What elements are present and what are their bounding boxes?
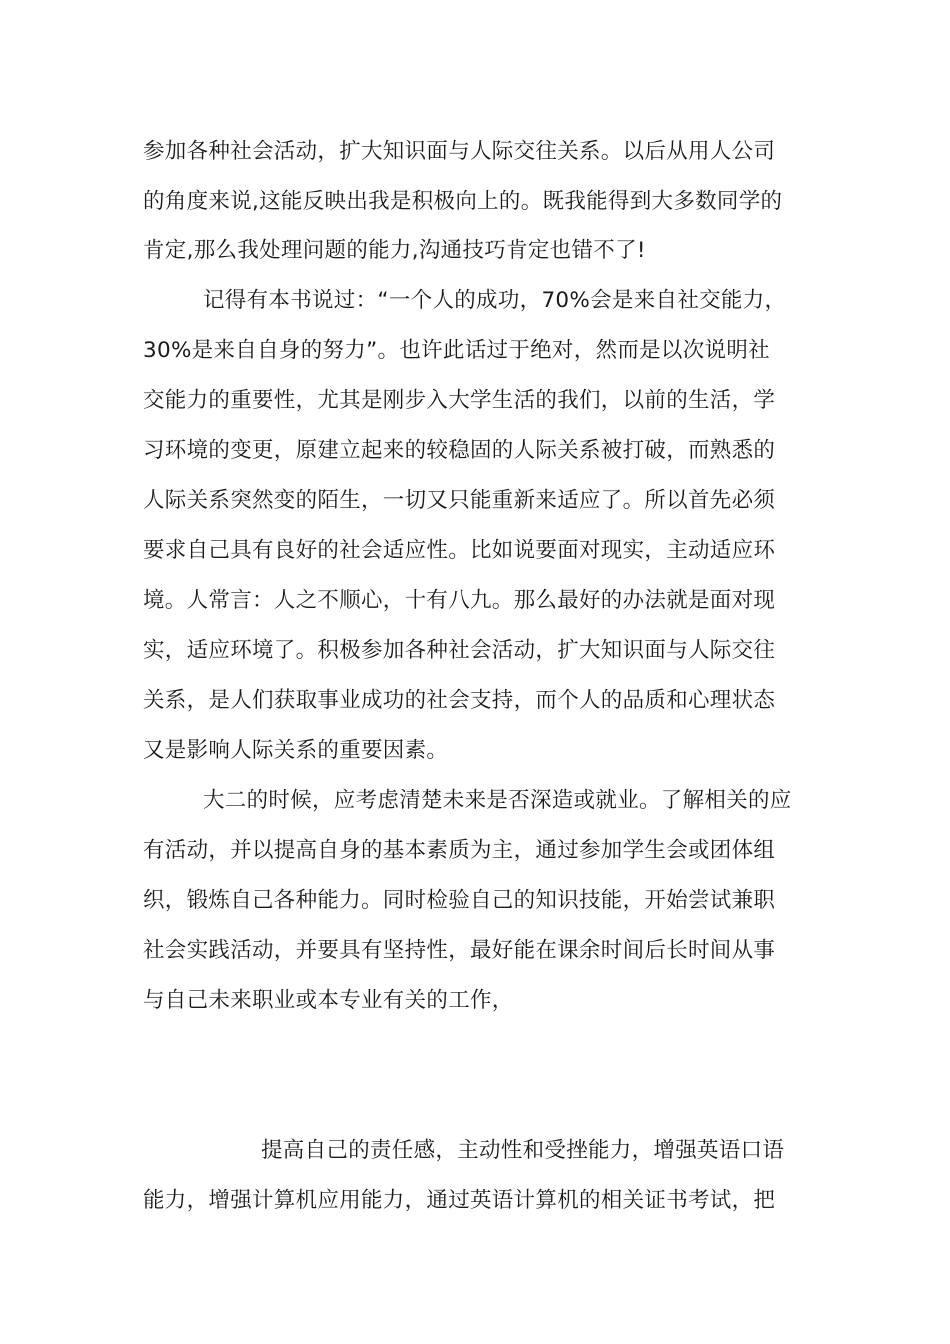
- text-line: 关系，是人们获取事业成功的社会支持，而个人的品质和心理状态: [143, 688, 776, 713]
- text-line: 实，适应环境了。积极参加各种社会活动，扩大知识面与人际交往: [143, 638, 776, 663]
- text-line: 习环境的变更，原建立起来的较稳固的人际关系被打破，而熟悉的: [143, 438, 776, 463]
- text-line: 交能力的重要性，尤其是刚步入大学生活的我们，以前的生活，学: [143, 388, 776, 413]
- text-line: 肯定,那么我处理问题的能力,沟通技巧肯定也错不了!: [143, 238, 646, 263]
- text-line: 能力，增强计算机应用能力，通过英语计算机的相关证书考试，把: [143, 1188, 776, 1213]
- text-line: 参加各种社会活动，扩大知识面与人际交往关系。以后从用人公司: [143, 139, 776, 164]
- text-line: 又是影响人际关系的重要因素。: [143, 738, 449, 763]
- paragraph-first-line: 提高自己的责任感，主动性和受挫能力，增强英语口语: [261, 1138, 785, 1163]
- text-line: 30%是来自自身的努力”。也许此话过于绝对，然而是以次说明社: [143, 338, 770, 363]
- text-line: 与自己未来职业或本专业有关的工作，: [143, 988, 514, 1013]
- text-line: 的角度来说,这能反映出我是积极向上的。既我能得到大多数同学的: [143, 189, 783, 214]
- paragraph-first-line: 记得有本书说过：“一个人的成功，70%会是来自社交能力，: [203, 288, 787, 313]
- paragraph-first-line: 大二的时候，应考虑清楚未来是否深造或就业。了解相关的应: [203, 788, 792, 813]
- text-line: 境。人常言：人之不顺心，十有八九。那么最好的办法就是面对现: [143, 588, 776, 613]
- text-line: 要求自己具有良好的社会适应性。比如说要面对现实，主动适应环: [143, 538, 776, 563]
- text-line: 社会实践活动，并要具有坚持性，最好能在课余时间后长时间从事: [143, 938, 776, 963]
- text-line: 有活动，并以提高自身的基本素质为主，通过参加学生会或团体组: [143, 838, 776, 863]
- text-line: 织，锻炼自己各种能力。同时检验自己的知识技能，开始尝试兼职: [143, 888, 776, 913]
- text-line: 人际关系突然变的陌生，一切又只能重新来适应了。所以首先必须: [143, 488, 776, 513]
